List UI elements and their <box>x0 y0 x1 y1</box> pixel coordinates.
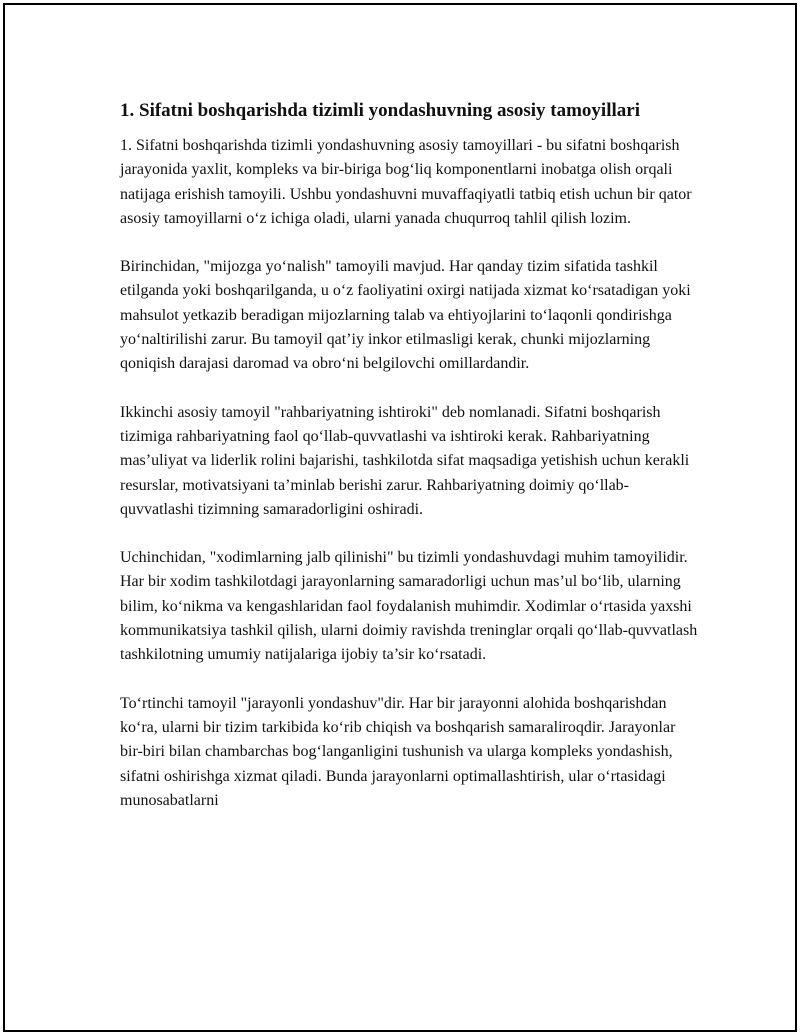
paragraph-intro: 1. Sifatni boshqarishda tizimli yondashuvning asosiy tamoyillari - bu sifatni boshqarish jarayonida yaxlit, kompleks va bir-biriga bog‘liq komponentlarni inobatga olish orqali natijaga erishish tamoyili. Ushbu yondashuvni muvaffaqiyatli tatbiq etish uchun bir qator asosiy tamoyillarni o‘z ichiga oladi, ularni yanada chuqurroq tahlil qilish lozim. <box>120 137 692 227</box>
paragraph-leadership: Ikkinchi asosiy tamoyil "rahbariyatning ishtiroki" deb nomlanadi. Sifatni boshqarish tizimiga rahbariyatning faol qo‘llab-quvvatlashi va ishtiroki kerak. Rahbariyatning mas’uliyat va liderlik rolini bajarishi, tashkilotda sifat maqsadiga yetishish uchun kerakli resurslar, motivatsiyani ta’minlab berishi zarur. Rahbariyatning doimiy qo‘llab-quvvatlashi tizimning samaradorligini oshiradi. <box>120 403 690 518</box>
paragraph-process-approach: To‘rtinchi tamoyil "jarayonli yondashuv"dir. Har bir jarayonni alohida boshqarishdan ko‘ra, ularni bir tizim tarkibida ko‘rib chiqish va boshqarish samaraliroqdir. Jarayonlar bir-biri bilan chambarchas bog‘langanligini tushunish va ularga kompleks yondashish, sifatni oshirishga xizmat qiladi. Bunda jarayonlarni optimallashtirish, ular o‘rtasidagi munosabatlarni <box>120 694 676 809</box>
paragraph-employee-involvement: Uchinchidan, "xodimlarning jalb qilinishi" bu tizimli yondashuvdagi muhim tamoyilidir. Har bir xodim tashkilotdagi jarayonlarning samaradorligi uchun mas’ul bo‘lib, ularning bilim, ko‘nikma va kengashlaridan faol foydalanish muhimdir. Xodimlar o‘rtasida yaxshi kommunikatsiya tashkil qilish, ularni doimiy ravishda treninglar orqali qo‘llab-quvvatlash tashkilotning umumiy natijalariga ijobiy ta’sir ko‘rsatadi. <box>120 549 698 664</box>
section-heading: 1. Sifatni boshqarishda tizimli yondashuvning asosiy tamoyillari <box>120 100 640 121</box>
paragraph-customer-focus: Birinchidan, "mijozga yo‘nalish" tamoyili mavjud. Har qanday tizim sifatida tashkil etilganda yoki boshqarilganda, u o‘z faoliyatini oxirgi natijada xizmat ko‘rsatadigan yoki mahsulot yetkazib beradigan mijozlarning talab va ehtiyojlarini to‘laqonli qondirishga yo‘naltirilishi zarur. Bu tamoyil qat’iy inkor etilmasligi kerak, chunki mijozlarning qoniqish darajasi daromad va obro‘ni belgilovchi omillardandir. <box>120 258 691 373</box>
page-frame <box>3 3 797 1032</box>
document-body <box>120 97 700 837</box>
